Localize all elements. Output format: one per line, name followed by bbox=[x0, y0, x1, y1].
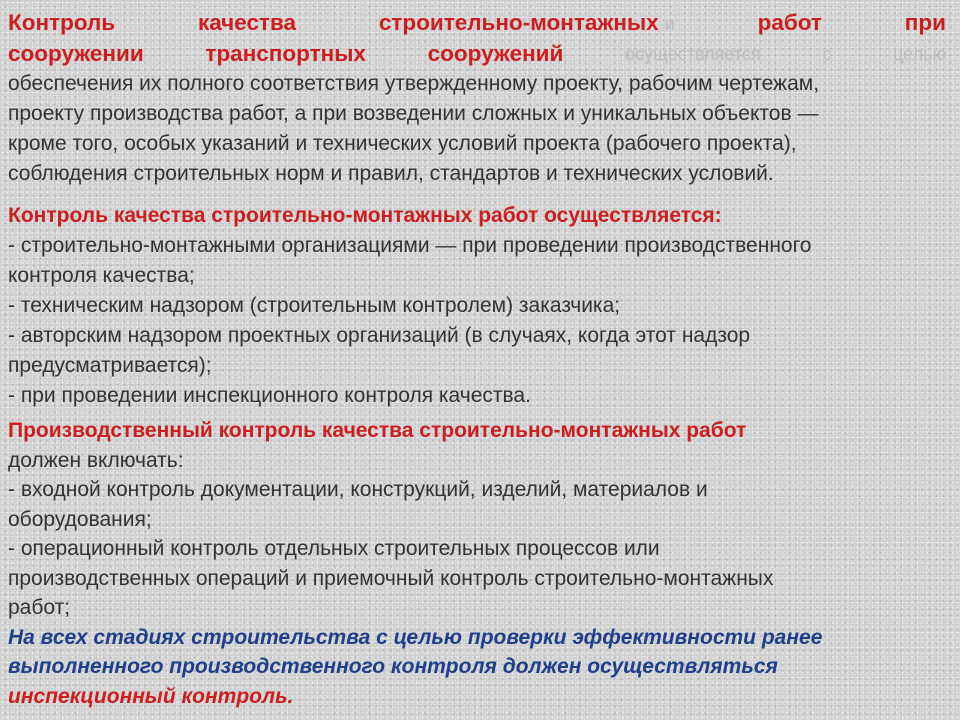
paragraph-production-control bbox=[8, 416, 946, 711]
emphasis-line: На всех стадиях строительства с целью проверки эффективности ранее bbox=[8, 625, 823, 649]
heading-line-2 bbox=[8, 39, 946, 69]
heading-word: сооружений bbox=[427, 41, 564, 66]
list-item: - авторским надзором проектных организаций (в случаях, когда этот надзор bbox=[8, 324, 751, 347]
list-item: - строительно-монтажными организациями — при проведении производственного bbox=[8, 234, 812, 257]
list-item: производственных операций и приемочный контроль строительно-монтажных bbox=[8, 566, 774, 590]
body-line: обеспечения их полного соответствия утвержденному проекту, рабочим чертежам, bbox=[8, 72, 820, 95]
list-item: работ; bbox=[8, 596, 71, 619]
list-item: - входной контроль документации, конструкций, изделий, материалов и bbox=[8, 478, 708, 501]
paragraph-quality-control-purpose bbox=[8, 8, 946, 189]
heading-word: качества bbox=[197, 10, 297, 35]
body-line: соблюдения строительных норм и правил, стандартов и технических условий. bbox=[8, 162, 774, 185]
paragraph-who-controls bbox=[8, 201, 946, 411]
heading-word: Контроль bbox=[8, 10, 116, 35]
list-item: должен включать: bbox=[8, 448, 184, 472]
heading-word: сооружении bbox=[8, 41, 144, 66]
section-heading: Контроль качества строительно-монтажных работ осуществляется: bbox=[8, 204, 722, 227]
faint-word: осуществляется bbox=[625, 44, 761, 64]
heading-word: при bbox=[904, 10, 946, 35]
list-item: оборудования; bbox=[8, 507, 152, 531]
emphasis-conclusion: инспекционный контроль. bbox=[8, 684, 294, 708]
faint-word: с bbox=[822, 44, 832, 64]
heading-word: строительно-монтажных и bbox=[378, 10, 675, 35]
body-line: проекту производства работ, а при возведении сложных и уникальных объектов — bbox=[8, 102, 819, 125]
section-heading: Производственный контроль качества строительно-монтажных работ bbox=[8, 419, 747, 442]
heading-word: транспортных bbox=[205, 41, 366, 66]
heading-word: работ bbox=[757, 10, 822, 35]
list-item: предусматривается); bbox=[8, 354, 212, 377]
emphasis-line: выполненного производственного контроля должен осуществляться bbox=[8, 655, 778, 678]
list-item: - операционный контроль отдельных строительных процессов или bbox=[8, 537, 660, 560]
heading-line-1 bbox=[8, 8, 946, 39]
body-line: кроме того, особых указаний и технических условий проекта (рабочего проекта), bbox=[8, 132, 797, 155]
list-item: - при проведении инспекционного контроля качества. bbox=[8, 384, 531, 407]
list-item: - техническим надзором (строительным контролем) заказчика; bbox=[8, 294, 621, 317]
faint-word: целью bbox=[893, 44, 946, 64]
list-item: контроля качества; bbox=[8, 264, 195, 287]
faint-word: и bbox=[664, 14, 675, 34]
